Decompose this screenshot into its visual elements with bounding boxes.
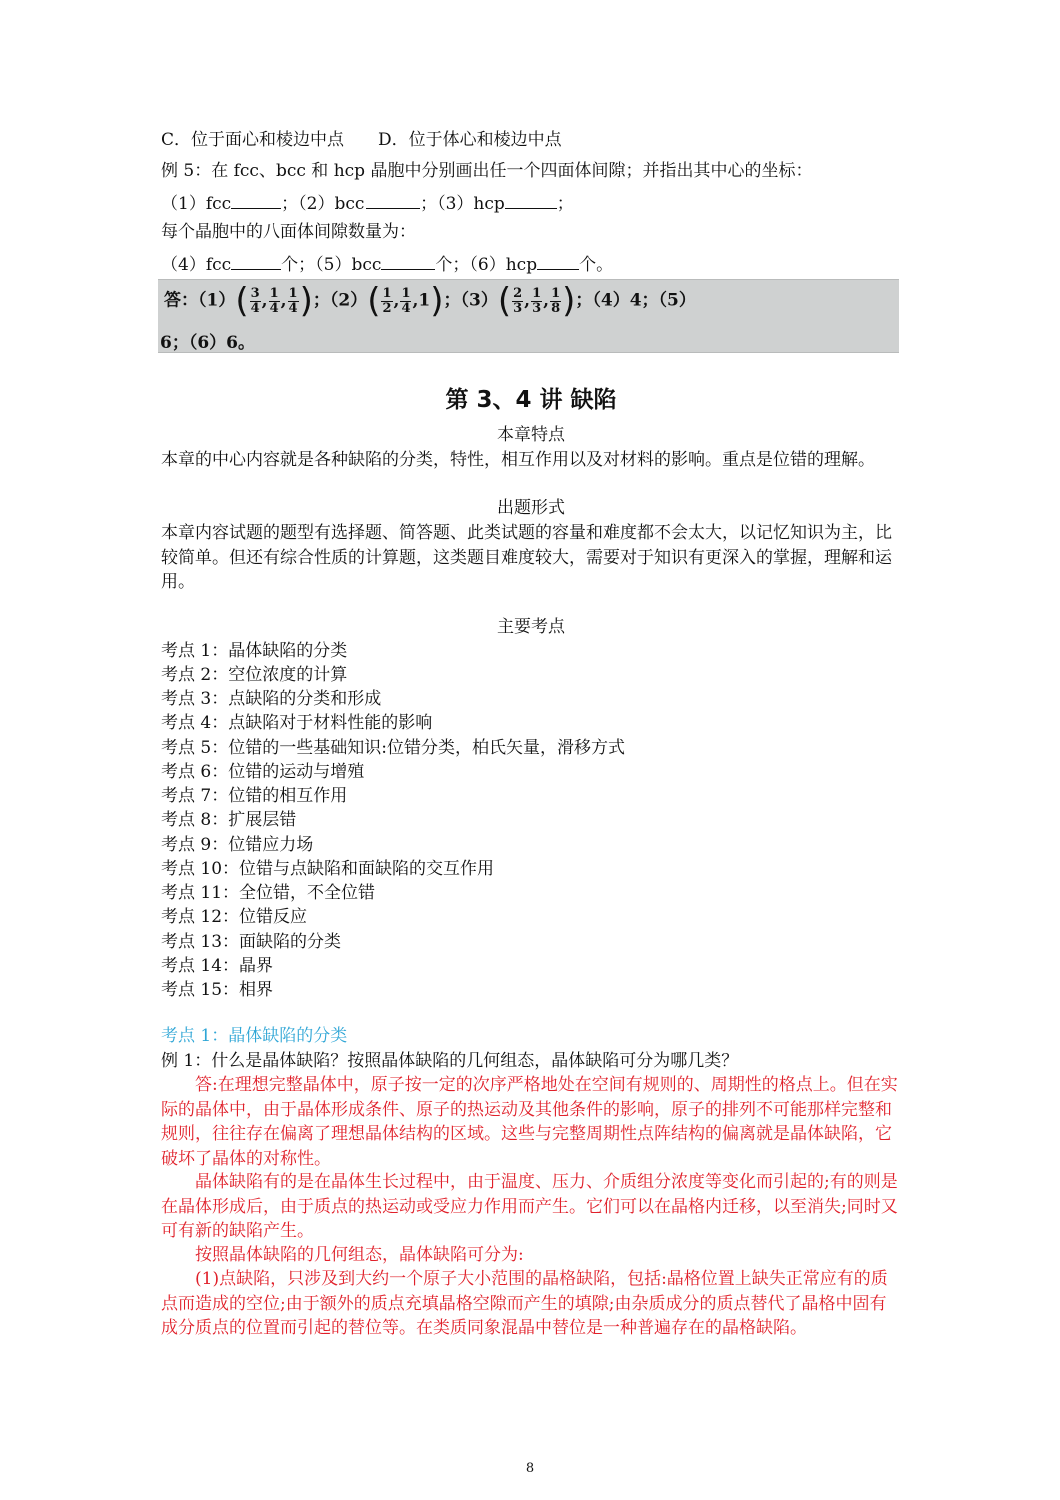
denominator: 4 (269, 300, 279, 316)
answer-sep-2: ；（2） (312, 290, 368, 311)
q-end: ； (556, 194, 574, 214)
blank-bcc-tetra[interactable] (366, 190, 420, 209)
example5-blanks-line-2 (161, 251, 613, 277)
answer-label: 答：（1） (164, 290, 236, 311)
example5-blanks-line-1 (161, 190, 574, 216)
page-number: 8 (525, 1461, 535, 1476)
q2-label: ；（2）bcc (281, 194, 365, 214)
q5-label: 个；（5）bcc (281, 255, 382, 275)
list-item: 考点 4：点缺陷对于材料性能的影响 (161, 713, 433, 733)
list-item: 考点 12：位错反应 (161, 907, 308, 927)
blank-hcp-octa[interactable] (537, 251, 579, 270)
format-heading: 出题形式 (497, 498, 565, 518)
list-item: 考点 5：位错的一些基础知识:位错分类，柏氏矢量，滑移方式 (161, 738, 625, 758)
denominator: 4 (401, 300, 411, 316)
section-heading: 考点 1：晶体缺陷的分类 (161, 1026, 348, 1046)
list-item: 考点 6：位错的运动与增殖 (161, 762, 365, 782)
octahedral-question: 每个晶胞中的八面体间隙数量为： (161, 222, 416, 242)
list-item: 考点 2：空位浓度的计算 (161, 665, 348, 685)
left-paren: ( (367, 281, 381, 321)
section-example: 例 1：什么是晶体缺陷？按照晶体缺陷的几何组态，晶体缺陷可分为哪几类？ (161, 1051, 739, 1071)
options-line: C．位于面心和棱边中点 D．位于体心和棱边中点 (161, 130, 562, 150)
numerator: 1 (401, 285, 411, 301)
example5-question: 例 5：在 fcc、bcc 和 hcp 晶胞中分别画出任一个四面体间隙；并指出其中心的坐标： (161, 161, 813, 181)
whole-number: 1 (418, 290, 431, 311)
denominator: 3 (532, 300, 542, 316)
format-text: 本章内容试题的题型有选择题、简答题、此类试题的容量和难度都不会太大，以记忆知识为主，比较简单。但还有综合性质的计算题，这类题目难度较大，需要对于知识有更深入的掌握，理解和运用。 (161, 523, 892, 592)
q4-label: （4）fcc (161, 255, 232, 275)
answer-paragraph-3: 按照晶体缺陷的几何组态，晶体缺陷可分为: (195, 1245, 524, 1265)
fraction (288, 287, 299, 316)
list-item: 考点 13：面缺陷的分类 (161, 932, 342, 952)
list-item: 考点 8：扩展层错 (161, 810, 297, 830)
list-item: 考点 11：全位错，不全位错 (161, 883, 376, 903)
numerator: 2 (513, 285, 523, 301)
denominator: 4 (250, 300, 260, 316)
right-paren: ) (562, 281, 576, 321)
denominator: 2 (382, 300, 392, 316)
numerator: 1 (551, 285, 561, 301)
numerator: 1 (269, 285, 279, 301)
lecture-title: 第 3、4 讲 缺陷 (445, 387, 617, 413)
denominator: 3 (513, 300, 523, 316)
list-item: 考点 10：位错与点缺陷和面缺陷的交互作用 (161, 859, 495, 879)
blank-hcp-tetra[interactable] (505, 190, 557, 209)
answer-paragraph-2: 晶体缺陷有的是在晶体生长过程中，由于温度、压力、介质组分浓度等变化而引起的;有的则是在晶体形成后，由于质点的热运动或受应力作用而产生。它们可以在晶格内迁移，以至消失;同时又可有新的缺陷产生。 (161, 1172, 898, 1241)
numerator: 1 (382, 285, 392, 301)
denominator: 8 (551, 300, 561, 316)
answer-paragraph-4: (1)点缺陷，只涉及到大约一个原子大小范围的晶格缺陷，包括:晶格位置上缺失正常应有的质点而造成的空位;由于额外的质点充填晶格空隙而产生的填隙;由杂质成分的质点替代了晶格中固有成分质点的位置而引起的替位等。在类质同象混晶中替位是一种普遍存在的晶格缺陷。 (161, 1269, 888, 1338)
fraction (381, 287, 392, 316)
answer-image (158, 279, 899, 353)
features-text: 本章的中心内容就是各种缺陷的分类，特性，相互作用以及对材料的影响。重点是位错的理解。 (161, 450, 875, 470)
list-item: 考点 15：相界 (161, 980, 274, 1000)
fraction (550, 287, 561, 316)
list-item: 考点 7：位错的相互作用 (161, 786, 348, 806)
keypoints-heading: 主要考点 (497, 617, 565, 637)
answer-tail: ；（4）4；（5） (575, 290, 696, 311)
blank-fcc-tetra[interactable] (231, 190, 281, 209)
q1-label: （1）fcc (161, 194, 232, 214)
answer-line-1: 答：（1）( $\frac{3}{4}$ , $\frac{1}{4}$ , $\frac{1}{4}$ )；（2）( $\frac{1}{2}$ , $\frac{1}{4}$ ,1)；（3）( $\frac{2}{3}$ , $\frac{1}{3}$ , $\frac{1}{8}$ )；（4）4；（5） (164, 281, 696, 321)
numerator: 1 (532, 285, 542, 301)
list-item: 考点 9：位错应力场 (161, 835, 314, 855)
numerator: 1 (288, 285, 298, 301)
features-heading: 本章特点 (497, 425, 565, 445)
q3-label: ；（3）hcp (420, 194, 505, 214)
answer-paragraph-1: 答:在理想完整晶体中，原子按一定的次序严格地处在空间有规则的、周期性的格点上。但在实际的晶体中，由于晶体形成条件、原子的热运动及其他条件的影响，原子的排列不可能那样完整和规则，往往存在偏离了理想晶体结构的区域。这些与完整周期性点阵结构的偏离就是晶体缺陷，它破坏了晶体的对称性。 (161, 1075, 898, 1169)
q6-label: 个；（6）hcp (435, 255, 538, 275)
fraction (269, 287, 280, 316)
answer-line-2: 6；（6）6。 (160, 333, 255, 353)
blank-fcc-octa[interactable] (231, 251, 281, 270)
left-paren: ( (497, 281, 512, 321)
list-item: 考点 14：晶界 (161, 956, 274, 976)
list-item: 考点 3：点缺陷的分类和形成 (161, 689, 382, 709)
fraction (531, 287, 542, 316)
answer-sep-3: ；（3） (443, 290, 498, 311)
fraction (512, 287, 523, 316)
q-unit-end: 个。 (579, 255, 614, 275)
blank-bcc-octa[interactable] (381, 251, 435, 270)
list-item: 考点 1：晶体缺陷的分类 (161, 641, 348, 661)
right-paren: ) (430, 281, 444, 321)
left-paren: ( (235, 281, 249, 321)
numerator: 3 (250, 285, 260, 301)
right-paren: ) (299, 281, 313, 321)
denominator: 4 (288, 300, 298, 316)
fraction (400, 287, 411, 316)
fraction (250, 287, 261, 316)
